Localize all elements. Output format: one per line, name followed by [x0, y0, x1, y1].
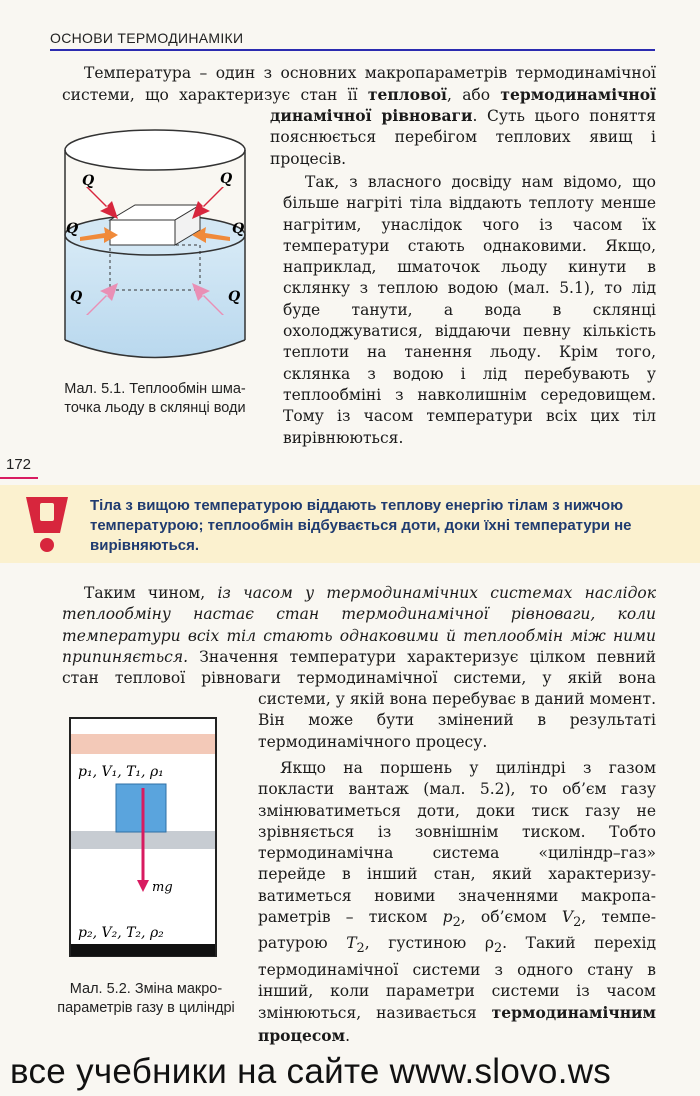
paragraph-equilibrium-cont: [258, 689, 656, 753]
sym-rho: ρ: [484, 934, 494, 953]
page-number-rule: [0, 477, 38, 479]
p1-continuation: динамічної рівноваги. Суть цього поняття пояснюється перебігом теплових явищ і процесів.: [270, 106, 656, 168]
force-label: mg: [152, 880, 173, 895]
paragraph-thermodynamic-process: [258, 758, 656, 1047]
term-thermodynamic-process: термодинамічним процесом: [258, 1003, 656, 1045]
heat-label-4: Q: [232, 221, 245, 237]
p4-text-6: .: [345, 1026, 351, 1045]
sub-2c: 2: [356, 941, 365, 957]
p3-italic-definition: із часом у термодинамічних системах наслідок теплообміну настає стан термодинамічної рівноваги, коли температури всіх тіл стають однаковими й теплообмін між ними припиняється.: [62, 584, 656, 666]
running-header: ОСНОВИ ТЕРМОДИНАМІКИ: [50, 30, 244, 46]
paragraph-heat-exchange: Так, з власного досвіду нам відомо, що більше нагріті тіла віддають теплоту менше нагрітим, унаслідок чого із часом їх температури стають однаковими. Якщо, наприклад, шматочок льоду кинути в склянку з теплою водою (мал. 5.1), то лід буде танути, а вода в склянці охолоджуватися, віддаючи певну кількість теплоти на танення льоду. Крім того, склянка з водою і лід перебувають у теплообміні з навколишнім середовищем. Тому із часом температури всіх цих тіл вирівнюються.: [283, 173, 656, 447]
p1-text-1: Температура – один з основних макропараметрів термодинамічної системи, що характеризує стан її: [62, 64, 656, 105]
p4-text-4: , густиною: [364, 934, 485, 953]
p3-text-2: Значення температури характеризує цілком певний стан теплової рівноваги термодинамічної системи, у якій вона: [62, 647, 656, 688]
sym-p: p: [442, 908, 453, 927]
p3-text-1: Таким чином,: [84, 584, 218, 602]
term-thermal: теплової: [367, 85, 447, 105]
footer-watermark: все учебники на сайте www.slovo.ws: [10, 1052, 612, 1091]
warning-cup-icon: [22, 493, 72, 555]
p4-text-5: . Такий перехід термодинамічної системи з одного стану в інший, коли параметри системи із часом змінюються, називається: [258, 934, 656, 1023]
figure-gas-cylinder: [68, 716, 218, 961]
paragraph-equilibrium: [62, 583, 656, 689]
sub-2a: 2: [452, 915, 461, 931]
term-thermodynamic-equilibrium: термодинамічної: [500, 85, 656, 105]
header-rule: [50, 49, 655, 51]
p4-text-2: , об’ємом: [460, 908, 562, 927]
sub-2b: 2: [573, 915, 582, 931]
sym-v: V: [561, 908, 574, 927]
top-params-label: p₁, V₁, T₁, ρ₁: [78, 764, 164, 780]
figure1-caption: Мал. 5.1. Теплообмін шматочка льоду в склянці води: [64, 381, 246, 416]
callout-text: Тіла з вищою температурою віддають теплову енергію тілам з нижчою температурою; теплообмін відбувається доти, доки їхні температури не вирівняються.: [90, 497, 632, 554]
p1-text-2: , або: [446, 86, 501, 105]
heat-label-6: Q: [228, 289, 241, 305]
figure2-caption: Мал. 5.2. Зміна макропараметрів газу в циліндрі: [57, 981, 235, 1016]
paragraph-temperature: [62, 63, 656, 105]
page-number: 172: [6, 456, 32, 473]
heat-label-3: Q: [66, 221, 79, 237]
heat-label-5: Q: [70, 289, 83, 305]
sym-t: T: [346, 934, 357, 953]
paragraph-temperature-cont: [270, 105, 656, 169]
p4-text-3: , температурою: [258, 908, 656, 953]
heat-label-2: Q: [220, 171, 233, 187]
bottom-params-label: p₂, V₂, T₂, ρ₂: [78, 925, 164, 941]
heat-label-1: Q: [82, 173, 95, 189]
p3-continuation: системи, у якій вона перебуває в даний момент. Він може бути змінений в результаті термодинамічного процесу.: [258, 690, 656, 751]
sub-2d: 2: [493, 941, 503, 957]
p4-text-1: Якщо на поршень у циліндрі з газом покласти вантаж (мал. 5.2), то об’єм газу змінюватиметься доти, доки тиск газу не зрівняється із зовнішнім тиском. Тобто термодинамічна система «циліндр–газ» перейде в інший стан, який характеризуватиметься новими значеннями макропараметрів – тиском: [258, 759, 656, 927]
figure-ice-in-glass: [60, 125, 250, 370]
